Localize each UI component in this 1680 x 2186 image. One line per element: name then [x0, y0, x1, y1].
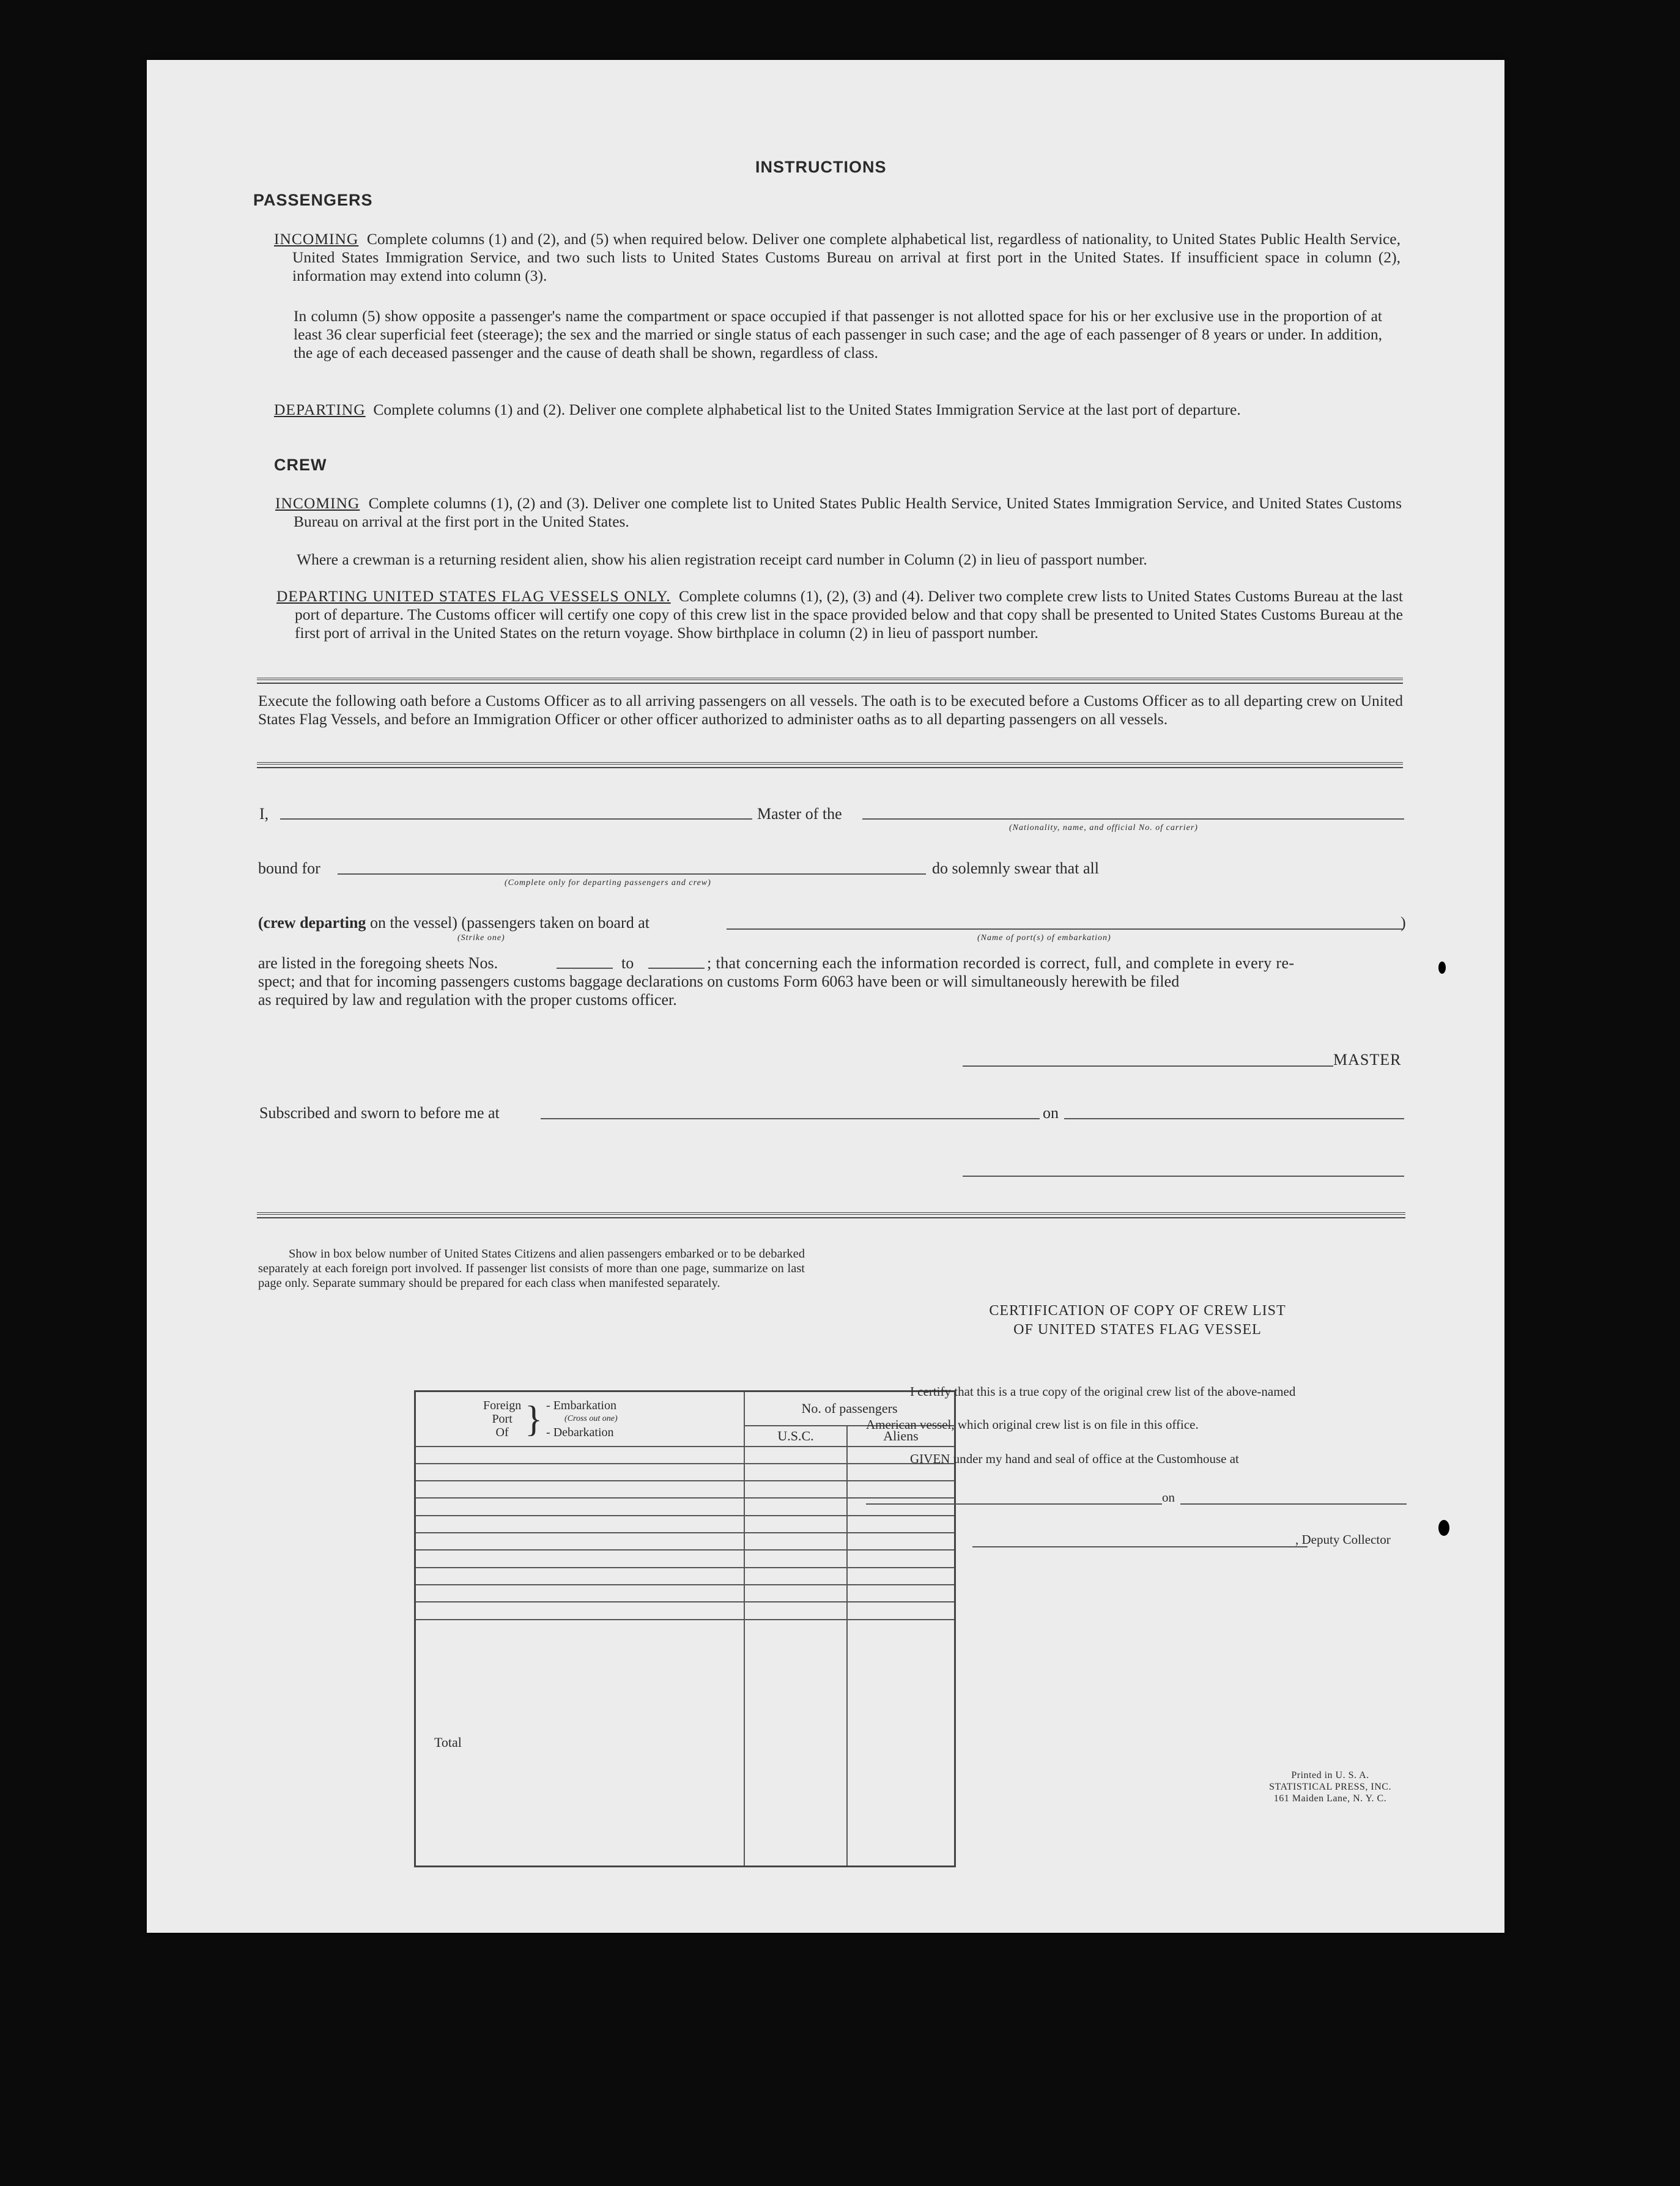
- passengers-departing-text: Complete columns (1) and (2). Deliver one complete alphabetical list to the United States Immigration Service at the last port of departure.: [373, 401, 1241, 418]
- table-row[interactable]: [415, 1481, 955, 1498]
- given-line: GIVEN under my hand and seal of office at the Customhouse at: [910, 1451, 1239, 1466]
- divider-oath: [257, 762, 1403, 768]
- bound-for-field[interactable]: [338, 873, 926, 875]
- total-row[interactable]: [415, 1620, 955, 1867]
- table-row[interactable]: [415, 1447, 955, 1464]
- no-passengers-header: No. of passengers: [744, 1391, 955, 1426]
- sworn-date-field[interactable]: [1064, 1118, 1404, 1119]
- customhouse-field[interactable]: [866, 1503, 1162, 1505]
- close-paren: ): [1401, 914, 1406, 932]
- listed-line-2: spect; and that for incoming passengers customs baggage declarations on customs Form 6063 have been or will simultaneously herewith be filed: [258, 973, 1180, 990]
- certify-line-1: I certify that this is a true copy of the original crew list of the above-named: [910, 1384, 1296, 1399]
- listed-line-3: as required by law and regulation with the proper customs officer.: [258, 991, 677, 1009]
- strike-line: [258, 914, 649, 932]
- master-signature-field[interactable]: [963, 1065, 1333, 1067]
- total-label: Total: [415, 1620, 745, 1867]
- sheet-from-field[interactable]: [557, 968, 613, 969]
- listed-post: ; that concerning each the information recorded is correct, full, and complete in every re-: [707, 954, 1295, 972]
- crew-departing-option: (crew departing: [258, 914, 366, 932]
- cross-out-caption: (Cross out one): [564, 1413, 618, 1423]
- master-of-label: Master of the: [757, 805, 842, 823]
- given-on-label: on: [1162, 1490, 1175, 1505]
- table-row[interactable]: [415, 1585, 955, 1602]
- printer-line-2: STATISTICAL PRESS, INC.: [1269, 1782, 1391, 1792]
- deputy-signature-field[interactable]: [972, 1546, 1308, 1547]
- embark-option: - Embarkation: [546, 1398, 616, 1412]
- oath-i-label: I,: [259, 805, 269, 823]
- passenger-summary-table: [414, 1390, 956, 1867]
- sworn-place-field[interactable]: [541, 1118, 1040, 1119]
- oath-intro: Execute the following oath before a Customs Officer as to all arriving passengers on all vessels. The oath is to be executed before a Customs Officer as to all departing crew on United States Flag Vessels, and before an Immigration Officer or other officer authorized to administer oaths as to all departing passengers on all vessels.: [258, 692, 1403, 728]
- table-row[interactable]: [415, 1568, 955, 1585]
- passengers-heading: PASSENGERS: [253, 191, 373, 209]
- port-header: [415, 1391, 745, 1447]
- crew-incoming-paragraph: [275, 494, 1402, 531]
- crew-incoming-label: INCOMING: [275, 494, 360, 512]
- listed-to: to: [621, 954, 634, 972]
- printer-line-1: Printed in U. S. A.: [1291, 1770, 1369, 1780]
- carrier-caption: (Nationality, name, and official No. of carrier): [1009, 823, 1198, 832]
- port-header-of: Of: [495, 1425, 509, 1439]
- usc-header: U.S.C.: [744, 1426, 847, 1447]
- master-label: MASTER: [1333, 1051, 1402, 1069]
- listed-line-1: [258, 954, 498, 973]
- instructions-title: INSTRUCTIONS: [755, 158, 887, 176]
- divider-bottom: [257, 1212, 1405, 1218]
- column5-paragraph: In column (5) show opposite a passenger's name the compartment or space occupied if that passenger is not allotted space for his or her exclusive use in the proportion of at least 36 clear superficial feet (steerage); the sex and the married or single status of each passenger in such case; and the age of each passenger of 8 years or under. In addition, the age of each deceased passenger and the cause of death shall be shown, regardless of class.: [294, 307, 1382, 361]
- crew-resident-paragraph: Where a crewman is a returning resident alien, show his alien registration receipt card number in Column (2) in lieu of passport number.: [297, 550, 1147, 568]
- debark-option: - Debarkation: [546, 1425, 614, 1439]
- certification-title-line-2: OF UNITED STATES FLAG VESSEL: [1013, 1322, 1262, 1338]
- carrier-field[interactable]: [862, 818, 1404, 820]
- table-row[interactable]: [415, 1602, 955, 1619]
- bound-for-label: bound for: [258, 859, 320, 877]
- officer-signature-field[interactable]: [963, 1176, 1404, 1177]
- port-header-foreign: Foreign: [483, 1398, 522, 1412]
- printer-imprint: [1229, 1769, 1431, 1804]
- sworn-on-label: on: [1043, 1104, 1059, 1122]
- passengers-incoming-text: Complete columns (1) and (2), and (5) when required below. Deliver one complete alphabetical list, regardless of nationality, to United States Public Health Service, United States Immigration Service, and two such lists to United States Customs Bureau on arrival at first port in the United States. If insufficient space in column (2), information may extend into column (3).: [292, 230, 1401, 284]
- crew-departing-label: DEPARTING UNITED STATES FLAG VESSELS ONLY.: [276, 587, 671, 605]
- listed-pre: are listed in the foregoing sheets Nos.: [258, 954, 498, 972]
- summary-instructions: Show in box below number of United States Citizens and alien passengers embarked or to be debarked separately at each foreign port involved. If passenger list consists of more than one page, summarize on last page only. Separate summary should be prepared for each class when manifested separately.: [258, 1247, 805, 1290]
- passengers-incoming-paragraph: [274, 230, 1401, 285]
- ports-embarkation-field[interactable]: [727, 928, 1403, 930]
- aliens-header: Aliens: [847, 1426, 955, 1447]
- table-row[interactable]: [415, 1533, 955, 1550]
- strike-caption: (Strike one): [457, 933, 505, 943]
- divider-top: [257, 678, 1403, 684]
- crew-departing-text: Complete columns (1), (2), (3) and (4). Deliver two complete crew lists to United States Customs Bureau at the last port of departure. The Customs officer will certify one copy of this crew list in the space provided below and that copy shall be presented to United States Customs Bureau at the first port of arrival in the United States on the return voyage. Show birthplace in column (2) in lieu of passport number.: [295, 587, 1403, 642]
- table-row[interactable]: [415, 1498, 955, 1515]
- certification-title-line-1: CERTIFICATION OF COPY OF CREW LIST: [989, 1303, 1286, 1319]
- passengers-departing-paragraph: [274, 401, 1401, 419]
- table-row[interactable]: [415, 1464, 955, 1481]
- certification-title: [966, 1302, 1309, 1339]
- document-page: [147, 60, 1504, 1933]
- certification-date-field[interactable]: [1180, 1503, 1407, 1505]
- deputy-collector-label: , Deputy Collector: [1295, 1532, 1391, 1547]
- brace-glyph: }: [525, 1398, 543, 1439]
- on-the-vessel-text: on the vessel): [369, 914, 457, 932]
- swear-text: do solemnly swear that all: [932, 859, 1099, 877]
- crew-heading: CREW: [274, 456, 327, 474]
- sheet-to-field[interactable]: [648, 968, 705, 969]
- scan-mark: [1438, 961, 1446, 974]
- subscribed-label: Subscribed and sworn to before me at: [259, 1104, 500, 1122]
- scan-mark: [1438, 1520, 1449, 1536]
- printer-line-3: 161 Maiden Lane, N. Y. C.: [1273, 1793, 1387, 1804]
- port-header-port: Port: [492, 1412, 513, 1426]
- ports-caption: (Name of port(s) of embarkation): [977, 933, 1111, 943]
- master-name-field[interactable]: [280, 818, 752, 820]
- passengers-taken-option: (passengers taken on board at: [461, 914, 649, 932]
- crew-incoming-text: Complete columns (1), (2) and (3). Deliver one complete list to United States Public Health Service, United States Immigration Service, and United States Customs Bureau on arrival at the first port in the United States.: [294, 494, 1402, 530]
- passengers-incoming-label: INCOMING: [274, 230, 359, 248]
- certify-line-2: American vessel, which original crew list is on file in this office.: [866, 1417, 1199, 1432]
- table-row[interactable]: [415, 1550, 955, 1567]
- table-row[interactable]: [415, 1516, 955, 1533]
- crew-departing-paragraph: [276, 587, 1403, 642]
- passengers-departing-label: DEPARTING: [274, 401, 366, 418]
- bound-for-caption: (Complete only for departing passengers and crew): [505, 878, 711, 887]
